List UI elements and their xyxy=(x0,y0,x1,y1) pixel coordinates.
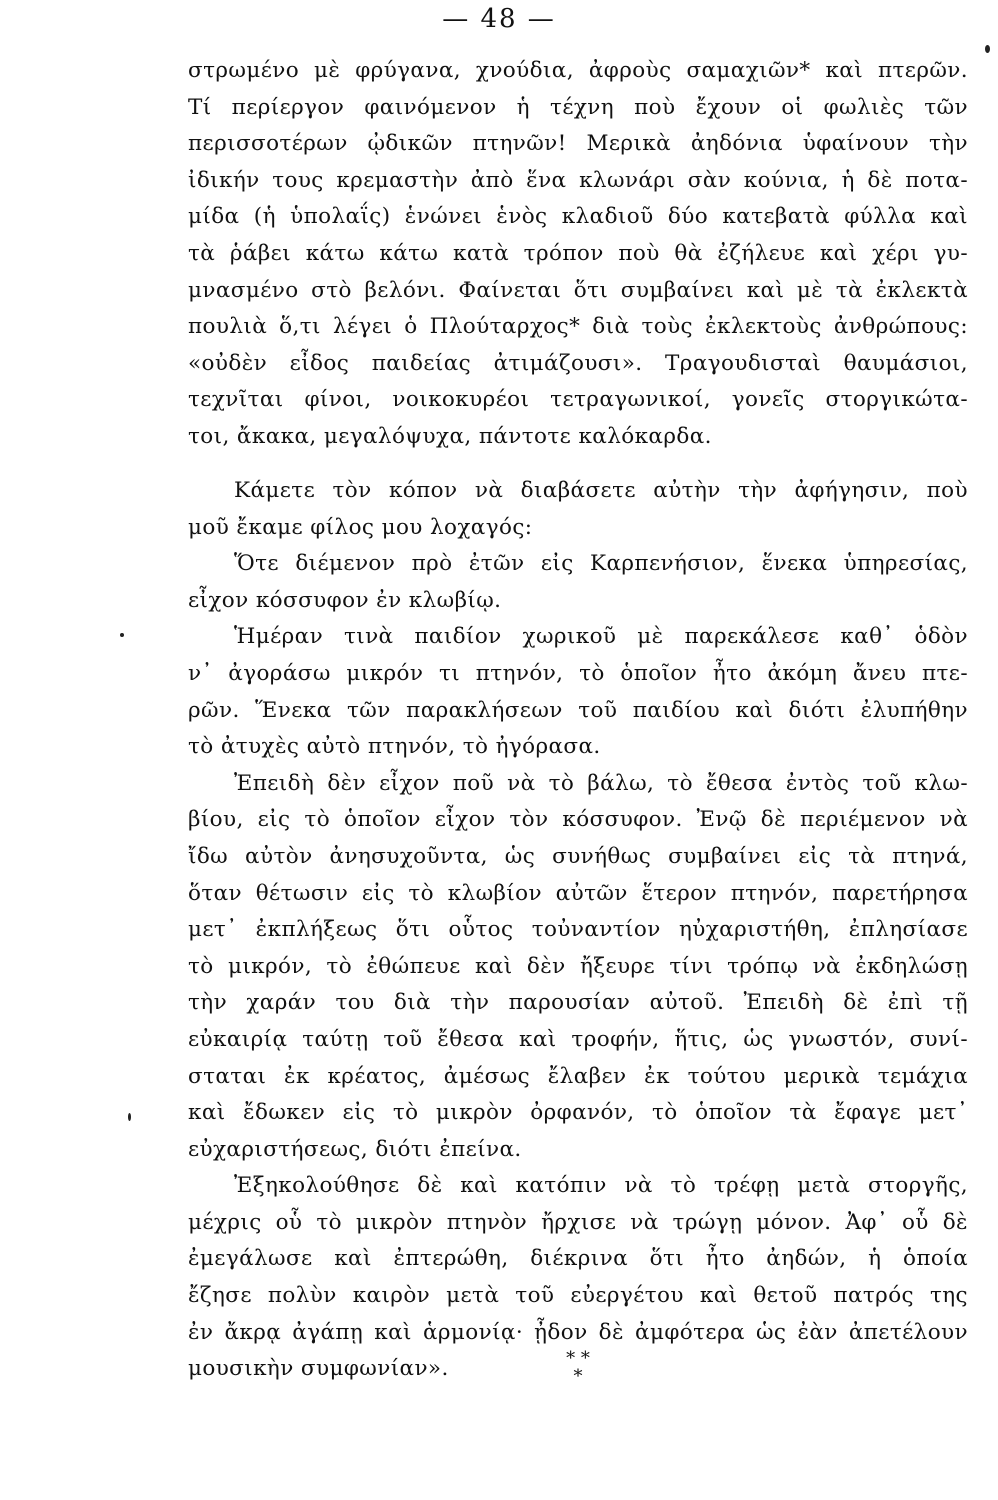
text-line: σταται ἐκ κρέατος, ἀμέσως ἔλαβεν ἐκ τούτου μερικὰ τεμάχια xyxy=(188,1063,968,1089)
text-line: βίου, εἰς τὸ ὁποῖον εἶχον τὸν κόσσυφον. Ἐνῷ δὲ περιέμενον νὰ xyxy=(188,807,968,833)
text-line: μοῦ ἔκαμε φίλος μου λοχαγός: xyxy=(188,514,533,540)
scan-speck xyxy=(128,1113,131,1121)
asterism-divider xyxy=(538,1350,618,1386)
text-line: εὐκαιρίᾳ ταύτῃ τοῦ ἔθεσα καὶ τροφήν, ἥτις, ὡς γνωστόν, συνί- xyxy=(188,1026,968,1052)
text-line: τὸ ἀτυχὲς αὐτὸ πτηνόν, τὸ ἠγόρασα. xyxy=(188,734,601,760)
paragraph-block-captain-story xyxy=(188,473,968,1388)
text-line: Ἐπειδὴ δὲν εἶχον ποῦ νὰ τὸ βάλω, τὸ ἔθεσα ἐντὸς τοῦ κλω- xyxy=(234,770,968,796)
paragraph-block-birds-nests xyxy=(188,53,968,456)
text-line: καὶ ἔδωκεν εἰς τὸ μικρὸν ὀρφανόν, τὸ ὁποῖον τὰ ἔφαγε μετ᾽ xyxy=(188,1100,968,1126)
text-line: τὰ ῥάβει κάτω κάτω κατὰ τρόπον ποὺ θὰ ἐζήλευε καὶ χέρι γυ- xyxy=(188,240,968,266)
text-line: περισσοτέρων ᾠδικῶν πτηνῶν! Μερικὰ ἀηδόνια ὑφαίνουν τὴν xyxy=(188,131,968,157)
text-line: Ἡμέραν τινὰ παιδίον χωρικοῦ μὲ παρεκάλεσε καθ᾽ ὁδὸν xyxy=(234,624,968,650)
scan-speck xyxy=(985,45,990,53)
text-line: Ἐξηκολούθησε δὲ καὶ κατόπιν νὰ τὸ τρέφῃ μετὰ στοργῆς, xyxy=(234,1173,968,1199)
text-line: πουλιὰ ὅ,τι λέγει ὁ Πλούταρχος* διὰ τοὺς ἐκλεκτοὺς ἀνθρώπους: xyxy=(188,314,968,340)
text-line: ἔζησε πολὺν καιρὸν μετὰ τοῦ εὐεργέτου καὶ θετοῦ πατρός της xyxy=(188,1283,968,1309)
asterism-top: * * xyxy=(566,1348,590,1369)
text-line: μέχρις οὗ τὸ μικρὸν πτηνὸν ἤρχισε νὰ τρώγῃ μόνον. Ἀφ᾽ οὗ δὲ xyxy=(188,1209,968,1235)
text-line: μνασμένο στὸ βελόνι. Φαίνεται ὅτι συμβαίνει καὶ μὲ τὰ ἐκλεκτὰ xyxy=(188,277,968,303)
text-line: εἶχον κόσσυφον ἐν κλωβίῳ. xyxy=(188,587,502,613)
text-line: μουσικὴν συμφωνίαν». xyxy=(188,1356,449,1382)
text-line: ἐν ἄκρᾳ ἀγάπῃ καὶ ἁρμονίᾳ· ᾖδον δὲ ἀμφότερα ὡς ἐὰν ἀπετέλουν xyxy=(188,1319,968,1345)
asterism-bottom: * xyxy=(573,1366,583,1387)
text-line: Κάμετε τὸν κόπον νὰ διαβάσετε αὐτὴν τὴν ἀφήγησιν, ποὺ xyxy=(234,478,968,503)
text-line: ρῶν. Ἕνεκα τῶν παρακλήσεων τοῦ παιδίου καὶ διότι ἐλυπήθην xyxy=(188,697,968,723)
text-line: ἐμεγάλωσε καὶ ἐπτερώθη, διέκρινα ὅτι ἦτο ἀηδών, ἡ ὁποία xyxy=(188,1246,968,1272)
text-line: στρωμένο μὲ φρύγανα, χνούδια, ἀφροὺς σαμαχιῶν* καὶ πτερῶν. xyxy=(188,58,968,83)
text-line: ἴδω αὐτὸν ἀνησυχοῦντα, ὡς συνήθως συμβαίνει εἰς τὰ πτηνά, xyxy=(188,843,968,869)
text-line: ἰδικήν τους κρεμαστὴν ἀπὸ ἕνα κλωνάρι σὰν κούνια, ἡ δὲ ποτα- xyxy=(188,167,968,193)
text-line: μίδα (ἡ ὑπολαΐς) ἑνώνει ἑνὸς κλαδιοῦ δύο κατεβατὰ φύλλα καὶ xyxy=(188,204,968,230)
text-line: Ὅτε διέμενον πρὸ ἐτῶν εἰς Καρπενήσιον, ἕνεκα ὑπηρεσίας, xyxy=(234,551,968,577)
text-line: μετ᾽ ἐκπλήξεως ὅτι οὗτος τοὐναντίον ηὐχαριστήθη, ἐπλησίασε xyxy=(188,917,968,943)
text-line: τὴν χαράν του διὰ τὴν παρουσίαν αὐτοῦ. Ἐπειδὴ δὲ ἐπὶ τῇ xyxy=(188,990,968,1016)
text-line: τὸ μικρόν, τὸ ἐθώπευε καὶ δὲν ἤξευρε τίνι τρόπῳ νὰ ἐκδηλώσῃ xyxy=(188,953,968,979)
text-line: τοι, ἄκακα, μεγαλόψυχα, πάντοτε καλόκαρδα. xyxy=(188,423,712,449)
text-line: εὐχαριστήσεως, διότι ἐπείνα. xyxy=(188,1136,522,1162)
text-line: τεχνῖται φίνοι, νοικοκυρέοι τετραγωνικοί, γονεῖς στοργικώτα- xyxy=(188,387,968,413)
text-line: Τί περίεργον φαινόμενον ἡ τέχνη ποὺ ἔχουν οἱ φωλιὲς τῶν xyxy=(188,94,968,120)
text-line: ὅταν θέτωσιν εἰς τὸ κλωβίον αὐτῶν ἕτερον πτηνόν, παρετήρησα xyxy=(188,880,968,906)
text-line: «οὐδὲν εἶδος παιδείας ἀτιμάζουσι». Τραγουδισταὶ θαυμάσιοι, xyxy=(188,350,968,376)
page-number: — 48 — xyxy=(442,4,556,34)
scan-speck xyxy=(120,633,124,637)
text-line: ν᾽ ἀγοράσω μικρόν τι πτηνόν, τὸ ὁποῖον ἦτο ἀκόμη ἄνευ πτε- xyxy=(188,660,968,686)
